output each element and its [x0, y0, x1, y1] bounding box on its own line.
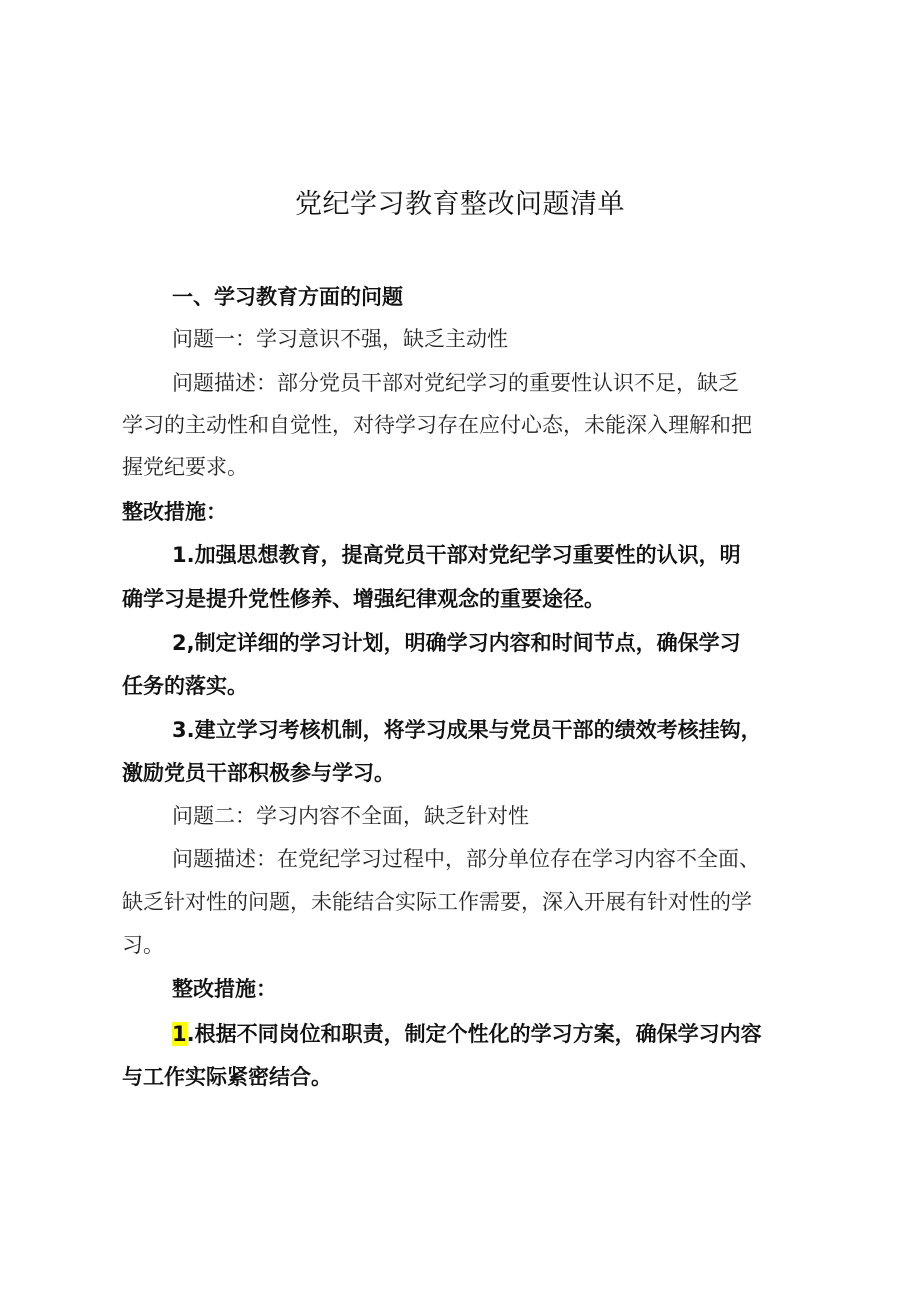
- problem-2-desc-line-2: 缺乏针对性的问题，未能结合实际工作需要，深入开展有针对性的学: [122, 890, 752, 914]
- problem-2-title: 问题二：学习内容不全面，缺乏针对性: [172, 804, 529, 828]
- measure-1-2-line-2: 任务的落实。: [122, 674, 248, 698]
- problem-1-title: 问题一：学习意识不强，缺乏主动性: [172, 327, 508, 351]
- problem-2-desc-line-3: 习。: [122, 933, 164, 957]
- measures-1-heading: 整改措施：: [122, 500, 227, 524]
- document-title: 党纪学习教育整改问题清单: [295, 189, 625, 220]
- measure-2-1-line-1: [172, 1019, 762, 1049]
- problem-1-desc-line-2: 学习的主动性和自觉性，对待学习存在应付心态，未能深入理解和把: [122, 413, 752, 437]
- measure-2-1-line-2: 与工作实际紧密结合。: [122, 1065, 332, 1089]
- measure-1-2-line-1: 2,制定详细的学习计划，明确学习内容和时间节点，确保学习: [172, 631, 741, 655]
- problem-2-desc-line-1: 问题描述：在党纪学习过程中，部分单位存在学习内容不全面、: [172, 847, 760, 871]
- section-heading: 一、学习教育方面的问题: [172, 285, 403, 309]
- problem-1-desc-line-3: 握党纪要求。: [122, 455, 248, 479]
- measures-2-heading: 整改措施：: [172, 977, 277, 1001]
- measure-1-3-line-1: 3.建立学习考核机制，将学习成果与党员干部的绩效考核挂钩，: [172, 718, 762, 742]
- measure-1-1-line-2: 确学习是提升党性修养、增强纪律观念的重要途径。: [122, 587, 605, 611]
- measure-2-1-line-1-text: .根据不同岗位和职责，制定个性化的学习方案，确保学习内容: [186, 1022, 762, 1046]
- measure-1-3-line-2: 激励党员干部积极参与学习。: [122, 761, 395, 785]
- problem-1-desc-line-1: 问题描述：部分党员干部对党纪学习的重要性认识不足，缺乏: [172, 371, 739, 395]
- highlighted-number: 1: [172, 1022, 187, 1046]
- measure-1-1-line-1: 1.加强思想教育，提高党员干部对党纪学习重要性的认识，明: [172, 543, 741, 567]
